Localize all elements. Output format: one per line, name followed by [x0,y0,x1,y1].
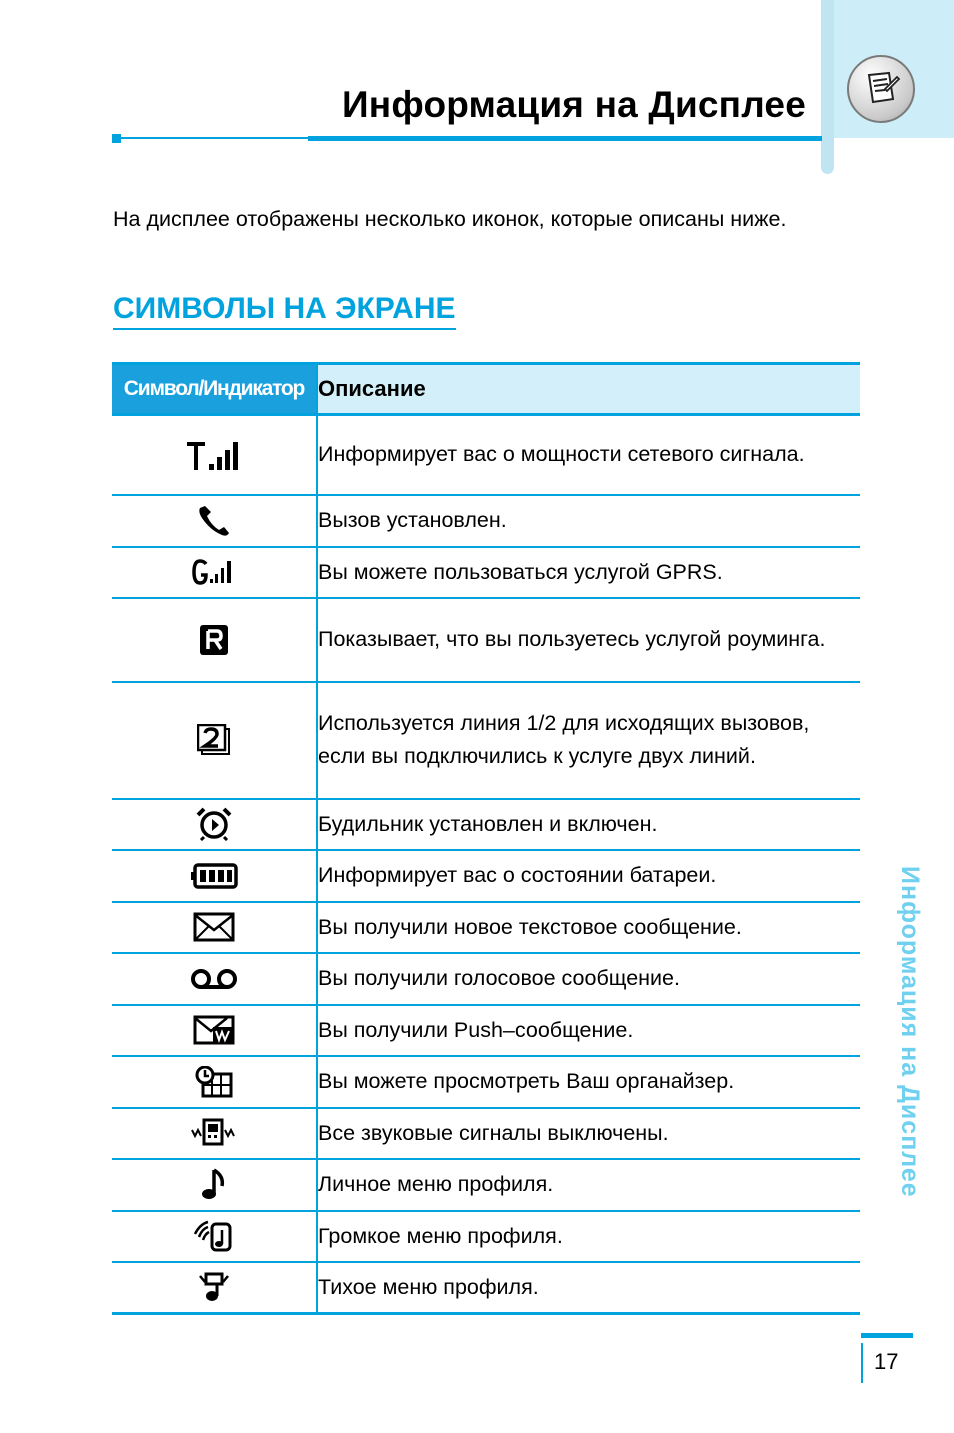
envelope-icon [193,912,235,942]
row-description: Информирует вас о состоянии батареи. [317,850,860,902]
roaming-icon [199,624,229,656]
table-row [112,953,860,1005]
table-row [112,1056,860,1108]
music-note-icon [200,1168,228,1202]
silent-vibrate-icon [190,1118,238,1148]
table-row [112,598,860,682]
table-row [112,682,860,799]
page-title: Информация на Дисплее [342,84,806,125]
title-rule-thin [112,137,308,139]
header-tab-bar [821,0,834,174]
row-description: Вызов установлен. [317,495,860,547]
signal-strength-icon [185,438,243,472]
page-number: 17 [874,1349,899,1374]
phone-handset-icon [196,504,232,538]
row-description: Будильник установлен и включен. [317,799,860,850]
side-chapter-label: Информация на Дисплее [896,866,924,1198]
row-description: Вы получили Push–сообщение. [317,1005,860,1056]
intro-paragraph: На дисплее отображены несколько иконок, которые описаны ниже. [113,207,787,231]
table-row [112,1108,860,1159]
loud-profile-icon [192,1218,236,1254]
table-header-row [112,364,860,415]
row-description: Показывает, что вы пользуетесь услугой роуминга. [317,598,860,682]
table-row [112,850,860,902]
table-row [112,1159,860,1211]
row-description: Все звуковые сигналы выключены. [317,1108,860,1159]
table-row [112,1211,860,1262]
table-row [112,547,860,598]
gprs-icon [192,559,236,585]
quiet-profile-icon [197,1270,231,1304]
section-heading: СИМВОЛЫ НА ЭКРАНЕ [113,290,456,330]
battery-icon [190,863,238,889]
row-description: Используется линия 1/2 для исходящих вызовов, если вы подключились к услуге двух линий. [317,682,860,799]
row-description: Личное меню профиля. [317,1159,860,1211]
table-row [112,799,860,850]
table-row [112,1005,860,1056]
row-description: Вы можете просмотреть Ваш органайзер. [317,1056,860,1108]
table-row [112,1262,860,1314]
table-row [112,415,860,495]
notepad-pen-icon [847,55,915,123]
row-description: Громкое меню профиля. [317,1211,860,1262]
symbols-table [112,362,860,1315]
row-description: Вы получили голосовое сообщение. [317,953,860,1005]
row-description: Вы получили новое текстовое сообщение. [317,902,860,953]
voicemail-icon [190,968,238,990]
table-row [112,902,860,953]
column-header-description: Описание [317,364,860,415]
organizer-icon [195,1066,233,1098]
row-description: Тихое меню профиля. [317,1262,860,1314]
row-description: Информирует вас о мощности сетевого сигнала. [317,415,860,495]
table-row [112,495,860,547]
line-two-icon [197,724,231,756]
page-number-rule [861,1333,913,1338]
column-header-symbol: Символ/Индикатор [112,364,317,415]
title-rule-thick [308,136,822,141]
row-description: Вы можете пользоваться услугой GPRS. [317,547,860,598]
alarm-clock-icon [195,807,233,841]
push-message-icon [193,1015,235,1045]
